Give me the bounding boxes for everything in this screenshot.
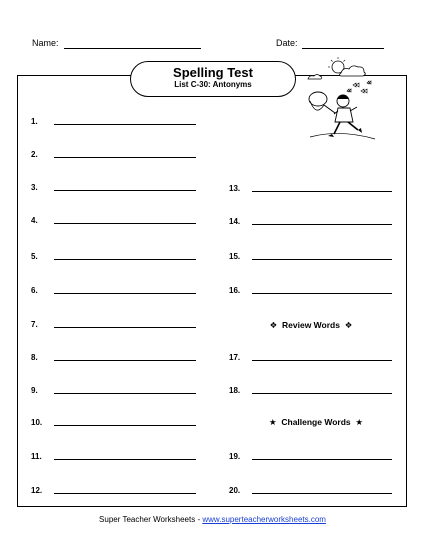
answer-line-6[interactable]: [54, 293, 196, 294]
star-icon: ★: [355, 417, 363, 427]
row-number-12: 12.: [31, 486, 43, 495]
answer-line-7[interactable]: [54, 327, 196, 328]
row-number-9: 9.: [31, 386, 38, 395]
answer-line-9[interactable]: [54, 393, 196, 394]
answer-line-4[interactable]: [54, 223, 196, 224]
row-number-18: 18.: [229, 386, 241, 395]
answer-line-13[interactable]: [252, 191, 392, 192]
answer-line-17[interactable]: [252, 360, 392, 361]
answer-line-11[interactable]: [54, 459, 196, 460]
row-number-4: 4.: [31, 216, 38, 225]
answer-line-18[interactable]: [252, 393, 392, 394]
row-number-13: 13.: [229, 184, 241, 193]
answer-line-12[interactable]: [54, 493, 196, 494]
footer-link[interactable]: www.superteacherworksheets.com: [202, 515, 326, 524]
row-number-10: 10.: [31, 418, 43, 427]
row-number-1: 1.: [31, 117, 38, 126]
row-number-3: 3.: [31, 183, 38, 192]
challenge-words-heading: [246, 417, 386, 428]
answer-line-8[interactable]: [54, 360, 196, 361]
answer-line-2[interactable]: [54, 157, 196, 158]
diamond-icon: ❖: [344, 320, 353, 330]
row-number-11: 11.: [31, 452, 42, 461]
review-words-heading: [241, 320, 381, 331]
challenge-words-label: Challenge Words: [281, 417, 351, 427]
answer-line-15[interactable]: [252, 259, 392, 260]
row-number-15: 15.: [229, 252, 241, 261]
row-number-7: 7.: [31, 320, 38, 329]
answer-line-20[interactable]: [252, 493, 392, 494]
title-box: [130, 61, 296, 97]
answer-line-16[interactable]: [252, 293, 392, 294]
row-number-16: 16.: [229, 286, 241, 295]
list-subtitle: List C-30: Antonyms: [174, 80, 252, 89]
row-number-2: 2.: [31, 150, 38, 159]
row-number-20: 20.: [229, 486, 241, 495]
answer-line-3[interactable]: [54, 190, 196, 191]
answer-line-14[interactable]: [252, 224, 392, 225]
row-number-8: 8.: [31, 353, 38, 362]
answer-line-10[interactable]: [54, 425, 196, 426]
row-number-5: 5.: [31, 252, 38, 261]
review-words-label: Review Words: [282, 320, 340, 330]
name-field[interactable]: [64, 48, 201, 49]
answer-line-5[interactable]: [54, 259, 196, 260]
answer-line-1[interactable]: [54, 124, 196, 125]
row-number-17: 17.: [229, 353, 241, 362]
name-label: Name:: [32, 38, 59, 48]
date-field[interactable]: [302, 48, 384, 49]
kid-with-butterfly-net-icon: [305, 55, 380, 150]
footer-text: Super Teacher Worksheets -: [99, 515, 203, 524]
page-title: Spelling Test: [173, 65, 253, 80]
row-number-14: 14.: [229, 217, 241, 226]
star-icon: ★: [269, 417, 277, 427]
footer: [0, 515, 425, 524]
row-number-6: 6.: [31, 286, 38, 295]
answer-line-19[interactable]: [252, 459, 392, 460]
date-label: Date:: [276, 38, 298, 48]
diamond-icon: ❖: [269, 320, 278, 330]
row-number-19: 19.: [229, 452, 241, 461]
